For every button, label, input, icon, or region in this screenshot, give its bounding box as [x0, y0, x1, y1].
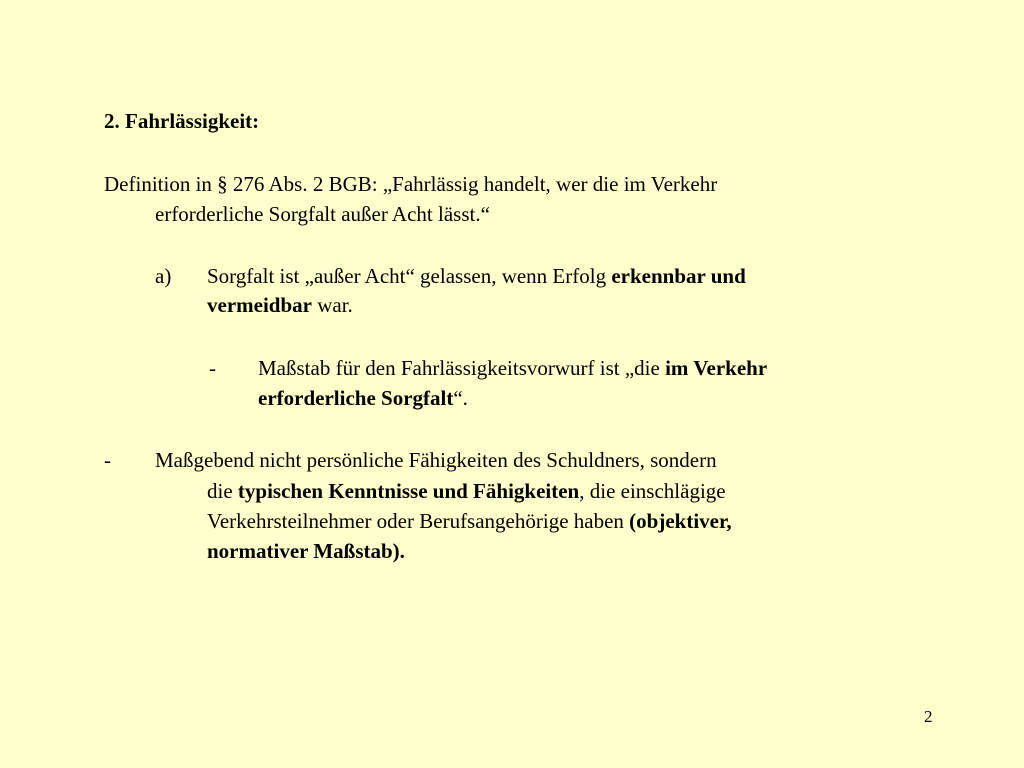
- item-a-line-2: [207, 292, 353, 318]
- sub-item-line-2-text: “.: [453, 386, 468, 410]
- item-a-line-2-text: war.: [311, 293, 353, 317]
- dash-item-line-3: [207, 508, 732, 534]
- sub-item-line-1-text: Maßstab für den Fahrlässigkeitsvorwurf ist „die: [258, 356, 666, 380]
- dash-item-line-2: [207, 478, 726, 504]
- dash-item-line-3-bold: (objektiver,: [629, 509, 732, 533]
- dash-item-line-4-bold: normativer Maßstab).: [207, 539, 405, 563]
- dash-item-line-1: Maßgebend nicht persönliche Fähigkeiten des Schuldners, sondern: [155, 448, 717, 472]
- sub-item-line-2-bold: erforderliche Sorgfalt: [258, 386, 454, 410]
- definition-line-2: erforderliche Sorgfalt außer Acht lässt.“: [155, 202, 490, 226]
- sub-item-line-2: [258, 385, 468, 411]
- dash-item-line-3-text: Verkehrsteilnehmer oder Berufsangehörige haben: [207, 509, 630, 533]
- item-a-line-2-bold: vermeidbar: [207, 293, 312, 317]
- page-number: 2: [924, 707, 933, 726]
- dash-item-line-2-bold: typischen Kenntnisse und Fähigkeiten: [237, 479, 580, 503]
- heading-text: 2. Fahrlässigkeit:: [104, 109, 260, 133]
- dash-item-line-4: [207, 538, 405, 564]
- dash-item-line-2-post: , die einschlägige: [579, 479, 726, 503]
- sub-item-marker: -: [209, 356, 216, 380]
- item-a-line-1-bold: erkennbar und: [611, 264, 746, 288]
- item-a-line-1-text: Sorgfalt ist „außer Acht“ gelassen, wenn Erfolg: [207, 264, 612, 288]
- item-a-marker: a): [155, 264, 172, 288]
- item-a-line-1: [207, 263, 746, 289]
- slide-heading: [104, 108, 259, 134]
- dash-item-marker: -: [104, 448, 111, 472]
- definition-line-1: Definition in § 276 Abs. 2 BGB: „Fahrlässig handelt, wer die im Verkehr: [104, 172, 718, 196]
- sub-item-line-1-bold: im Verkehr: [665, 356, 768, 380]
- sub-item-line-1: [258, 355, 767, 381]
- dash-item-line-2-pre: die: [207, 479, 238, 503]
